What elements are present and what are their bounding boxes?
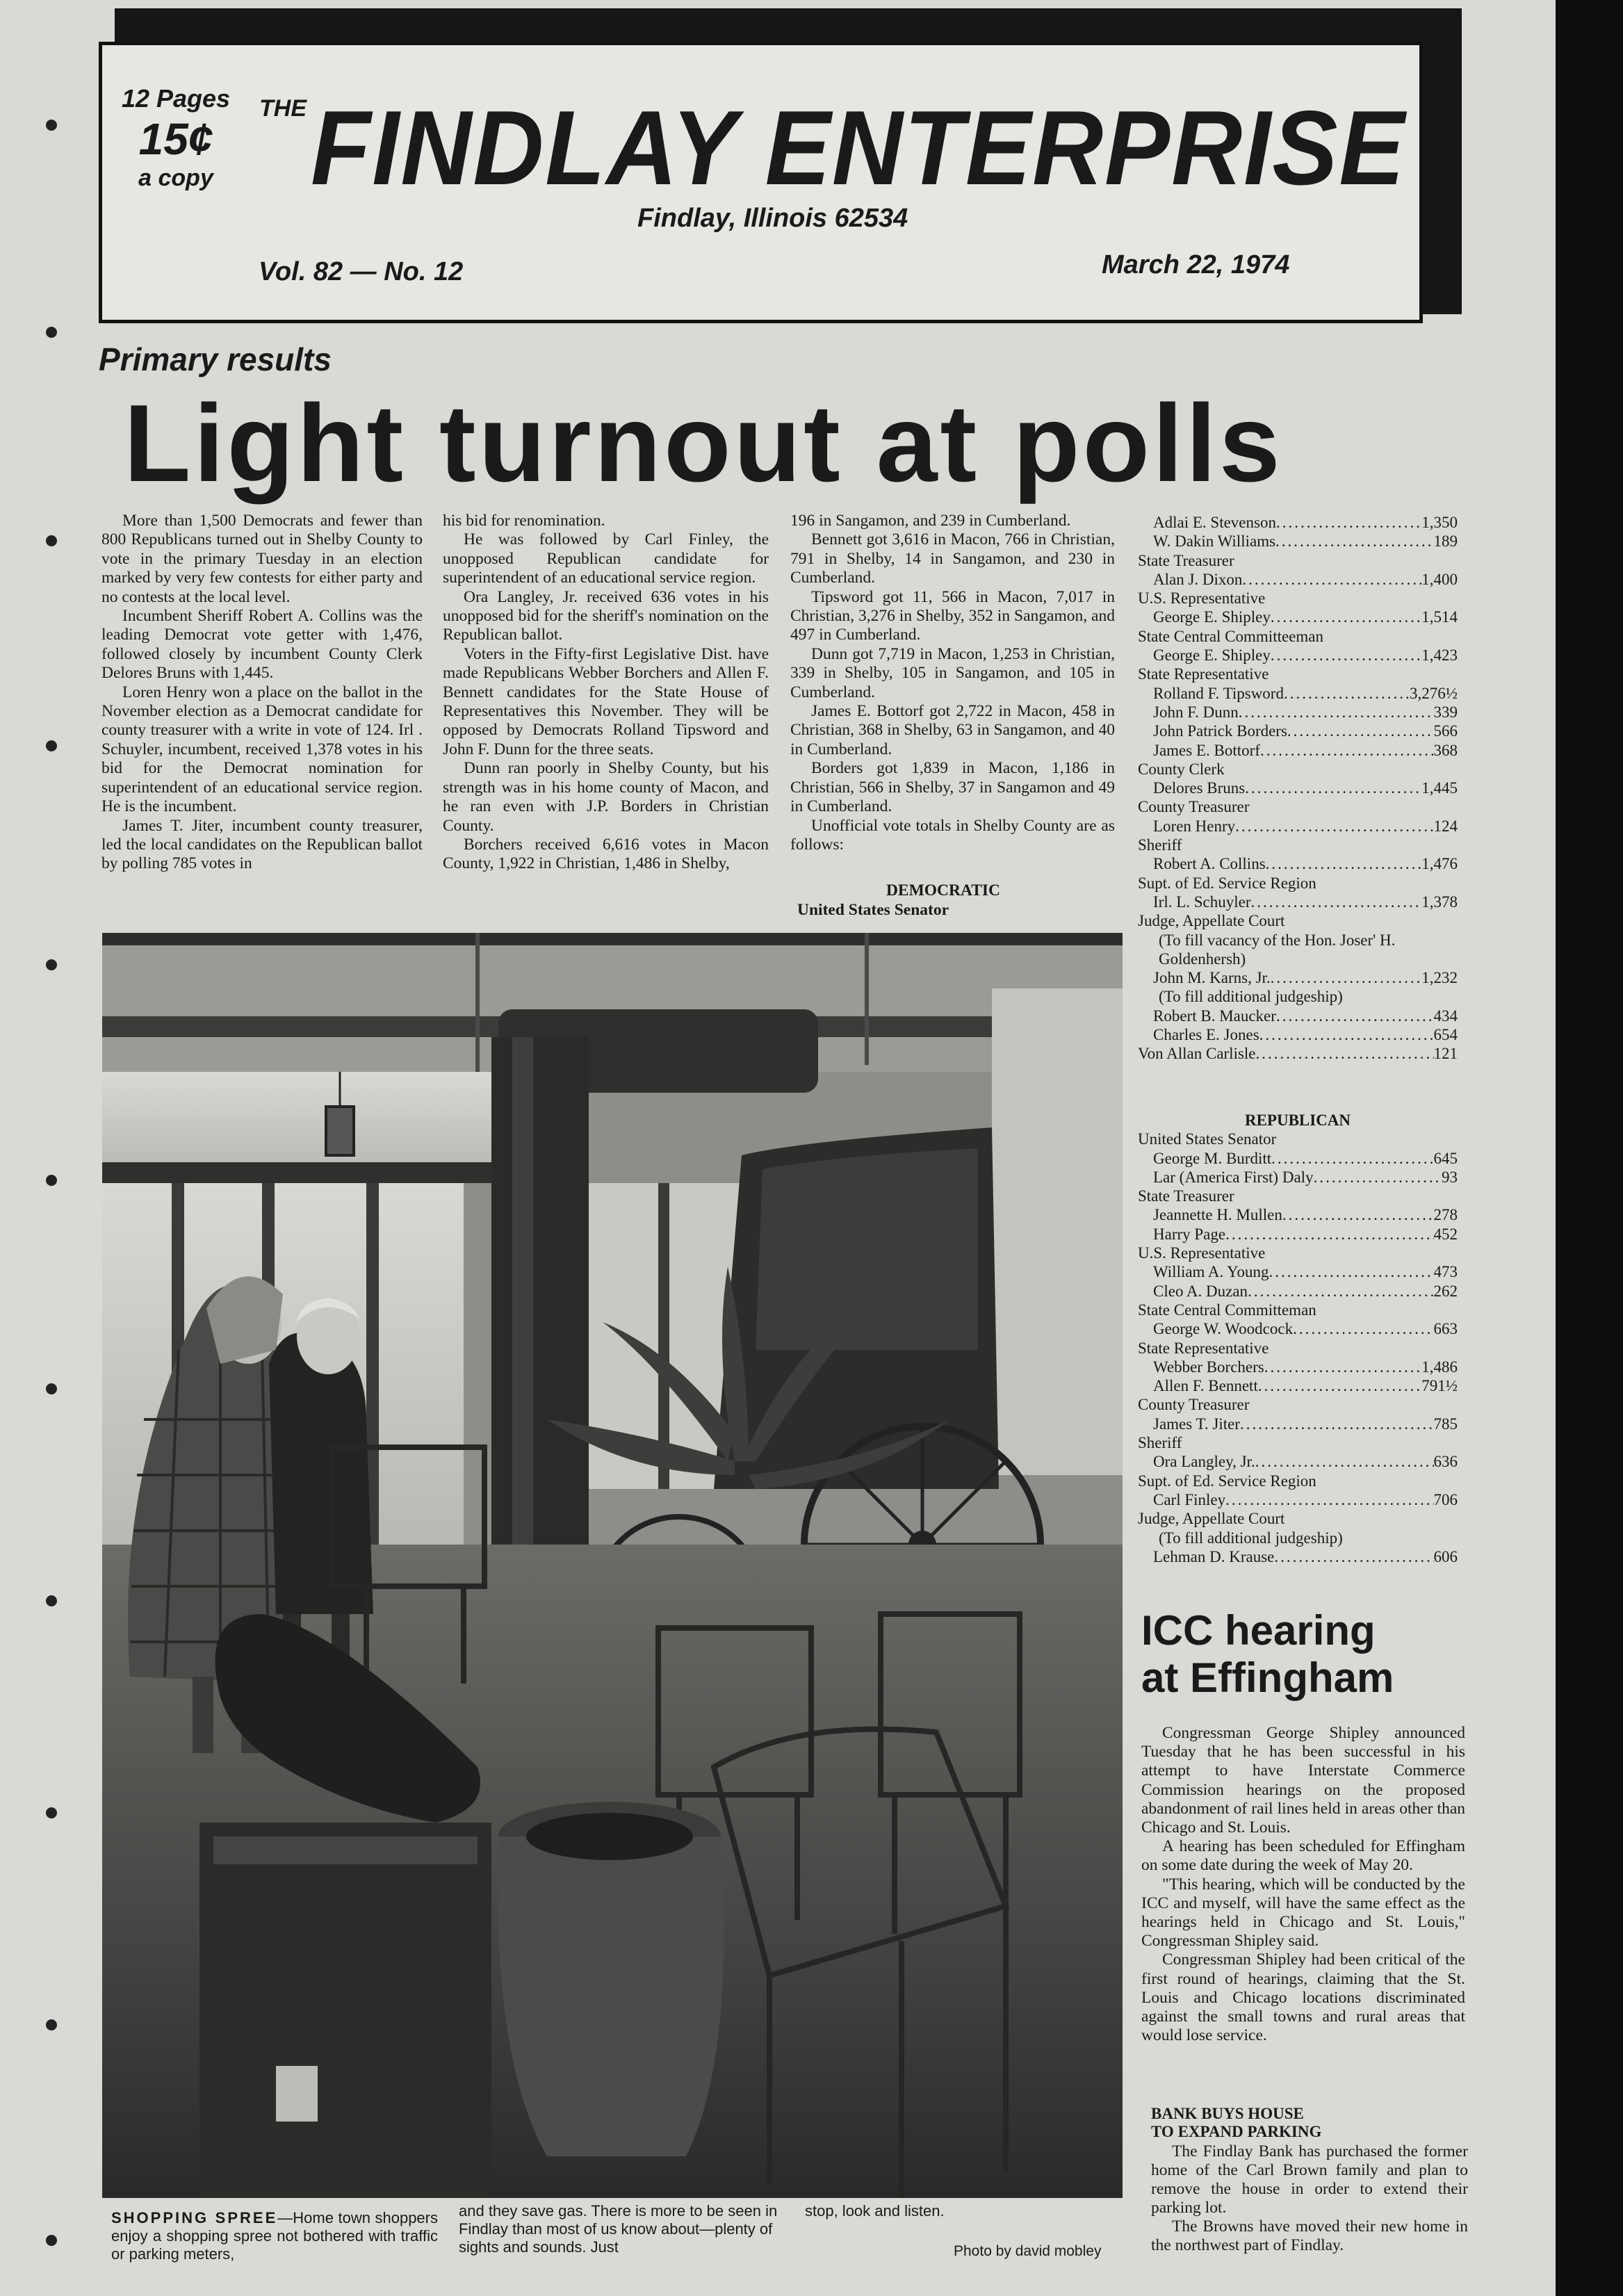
- masthead: [99, 42, 1423, 323]
- price-unit: a copy: [138, 165, 213, 191]
- vote-count: 93: [1442, 1168, 1458, 1186]
- candidate-name: Irl. L. Schuyler: [1153, 893, 1251, 911]
- results-row: [1138, 1376, 1458, 1395]
- candidate-name: Jeannette H. Mullen: [1153, 1206, 1282, 1224]
- story-column-3: [790, 512, 1115, 854]
- results-office: State Central Committeeman: [1138, 627, 1323, 645]
- story-kicker: Primary results: [99, 341, 332, 377]
- candidate-name: Alan J. Dixon: [1153, 570, 1243, 588]
- paragraph: 196 in Sangamon, and 239 in Cumberland.: [790, 512, 1071, 530]
- results-office: United States Senator: [797, 901, 949, 919]
- bank-headline: [1151, 2105, 1321, 2141]
- paragraph: He was followed by Carl Finley, the unopposed Republican candidate for superintendent of an educational service region.: [443, 530, 769, 587]
- results-row: [1138, 608, 1458, 626]
- paragraph: The Browns have moved their new home in the northwest part of Findlay.: [1151, 2217, 1468, 2254]
- candidate-name: Robert A. Collins: [1153, 855, 1266, 873]
- paragraph: The Findlay Bank has purchased the former home of the Carl Brown family and plan to remove the house in order to extend their parking lot.: [1151, 2142, 1468, 2217]
- results-row: [1138, 1262, 1458, 1281]
- binder-hole: [46, 959, 57, 970]
- vote-count: 3,276½: [1410, 684, 1458, 702]
- dot-leader: [1264, 1358, 1422, 1376]
- dot-leader: [1239, 703, 1434, 722]
- paragraph: Dunn got 7,719 in Macon, 1,253 in Christian, 339 in Shelby, 105 in Sangamon, and 105 in Cumberland.: [790, 644, 1115, 701]
- paragraph: More than 1,500 Democrats and fewer than 800 Republicans turned out in Shelby County to vote in the primary Tuesday in an election marked by very few contests for either party and no contests at the local level.: [101, 512, 423, 606]
- dot-leader: [1242, 570, 1421, 589]
- story-column-1: [101, 512, 423, 874]
- binder-hole: [46, 1175, 57, 1186]
- candidate-name: James T. Jiter: [1153, 1415, 1240, 1433]
- bank-headline-line2: TO EXPAND PARKING: [1151, 2123, 1322, 2140]
- vote-count: 566: [1433, 722, 1458, 740]
- paragraph: Ora Langley, Jr. received 636 votes in his unopposed bid for the sheriff's nomination on the Republican ballot.: [443, 587, 769, 644]
- photo-caption-col2: and they save gas. There is more to be seen in Findlay than most of us know about—plenty of sights and sounds. Just: [459, 2202, 778, 2256]
- candidate-name: John Patrick Borders: [1153, 722, 1287, 740]
- results-office: Sheriff: [1138, 836, 1182, 854]
- paragraph: Voters in the Fifty-first Legislative Dist. have made Republicans Webber Borchers and Allen F. Bennett candidates for the State House of Representatives this November. They will be opposed by Democrats Rolland Tipsword and John F. Dunn for the three seats.: [443, 644, 769, 758]
- candidate-name: George E. Shipley: [1153, 608, 1271, 626]
- democratic-heading: DEMOCRATIC: [886, 881, 1001, 899]
- results-row: [1138, 1025, 1458, 1044]
- dateline-place: Findlay, Illinois 62534: [637, 204, 908, 233]
- vote-count: 1,350: [1421, 514, 1458, 531]
- dot-leader: [1276, 513, 1421, 532]
- candidate-name: John M. Karns, Jr.: [1153, 969, 1271, 987]
- dot-leader: [1259, 1025, 1434, 1044]
- results-row: [1138, 722, 1458, 740]
- candidate-name: Von Allan Carlisle: [1138, 1045, 1256, 1063]
- vote-count: 1,486: [1421, 1358, 1458, 1376]
- results-row: [1138, 741, 1458, 760]
- vote-count: 1,514: [1421, 608, 1458, 626]
- results-row: [1138, 854, 1458, 873]
- vote-count: 1,232: [1421, 969, 1458, 987]
- vote-count: 1,378: [1421, 893, 1458, 911]
- results-office: State Representative: [1138, 1339, 1269, 1357]
- results-row: [1138, 893, 1458, 911]
- results-office: State Treasurer: [1138, 1187, 1234, 1205]
- vote-count: 706: [1433, 1490, 1458, 1508]
- dot-leader: [1248, 1282, 1433, 1301]
- paragraph: "This hearing, which will be conducted by the ICC and myself, will have the same effect as the hearings held in Chicago and St. Louis," Congressman Shipley said.: [1141, 1875, 1465, 1951]
- dot-leader: [1275, 532, 1433, 551]
- candidate-name: Delores Bruns: [1153, 779, 1246, 797]
- vote-count: 1,445: [1421, 779, 1458, 797]
- results-row: [1138, 1358, 1458, 1376]
- binder-hole: [46, 740, 57, 751]
- dot-leader: [1287, 722, 1434, 740]
- vote-count: 452: [1433, 1225, 1458, 1243]
- candidate-name: Adlai E. Stevenson: [1153, 514, 1276, 531]
- story-headline: Light turnout at polls: [124, 382, 1283, 505]
- results-office: United States Senator: [1138, 1130, 1277, 1148]
- dot-leader: [1274, 1547, 1433, 1566]
- paragraph: Borchers received 6,616 votes in Macon County, 1,922 in Christian, 1,486 in Shelby,: [443, 835, 769, 873]
- vote-count: 636: [1433, 1453, 1458, 1471]
- results-note: (To fill additional judgeship): [1159, 988, 1343, 1006]
- results-row: [1138, 1225, 1458, 1244]
- results-office: Supt. of Ed. Service Region: [1138, 874, 1316, 892]
- vote-count: 663: [1433, 1320, 1458, 1338]
- dot-leader: [1276, 1007, 1434, 1025]
- photo-credit: Photo by david mobley: [954, 2243, 1102, 2259]
- dot-leader: [1266, 854, 1422, 873]
- results-row: [1138, 779, 1458, 797]
- dot-leader: [1240, 1415, 1434, 1433]
- dot-leader: [1258, 1376, 1421, 1395]
- vote-count: 1,476: [1421, 855, 1458, 873]
- results-office: U.S. Representative: [1138, 1244, 1266, 1262]
- photo-caption-col3: stop, look and listen.: [805, 2202, 945, 2220]
- candidate-name: George W. Woodcock: [1153, 1320, 1294, 1338]
- candidate-name: Charles E. Jones: [1153, 1026, 1259, 1044]
- results-office: Supt. of Ed. Service Region: [1138, 1472, 1316, 1490]
- page-count: 12 Pages: [121, 84, 231, 113]
- paragraph: Borders got 1,839 in Macon, 1,186 in Christian, 566 in Shelby, 37 in Sangamon and 49 in Cumberland.: [790, 759, 1115, 816]
- results-row: [1138, 1168, 1458, 1187]
- dot-leader: [1271, 1149, 1433, 1168]
- vote-count: 606: [1433, 1547, 1458, 1565]
- candidate-name: George E. Shipley: [1153, 646, 1271, 665]
- dot-leader: [1255, 1452, 1434, 1471]
- dot-leader: [1256, 1044, 1434, 1063]
- dot-leader: [1225, 1225, 1433, 1244]
- results-row: [1138, 1452, 1458, 1471]
- vote-count: 791½: [1421, 1377, 1458, 1395]
- results-row: [1138, 1415, 1458, 1433]
- results-office: Sheriff: [1138, 1434, 1182, 1452]
- results-row: [1138, 1205, 1458, 1224]
- results-office: County Clerk: [1138, 760, 1225, 778]
- paragraph: James E. Bottorf got 2,722 in Macon, 458 in Christian, 368 in Shelby, 63 in Sangamon, and 40 in Cumberland.: [790, 702, 1115, 758]
- results-row: [1138, 684, 1458, 703]
- results-office: U.S. Representative: [1138, 589, 1266, 608]
- nameplate-article: THE: [259, 95, 307, 122]
- dot-leader: [1260, 741, 1434, 760]
- candidate-name: John F. Dunn: [1153, 703, 1239, 721]
- results-row: [1138, 1547, 1458, 1566]
- candidate-name: Webber Borchers: [1153, 1358, 1264, 1376]
- caption-lead: SHOPPING SPREE: [111, 2209, 278, 2226]
- icc-headline-line1: ICC hearing: [1141, 1607, 1376, 1654]
- dot-leader: [1271, 968, 1422, 987]
- paragraph: Incumbent Sheriff Robert A. Collins was the leading Democrat vote getter with 1,476, followed closely by incumbent County Clerk Delores Bruns with 1,445.: [101, 607, 423, 683]
- icc-headline-line2: at Effingham: [1141, 1654, 1394, 1701]
- results-note: (To fill vacancy of the Hon. Joser' H.: [1159, 931, 1396, 949]
- candidate-name: James E. Bottorf: [1153, 741, 1260, 759]
- results-row: [1138, 1044, 1458, 1063]
- results-row: [1138, 513, 1458, 532]
- results-office: Judge, Appellate Court: [1138, 912, 1285, 930]
- results-row: [1138, 968, 1458, 987]
- results-row: [1138, 1149, 1458, 1168]
- results-office: State Representative: [1138, 665, 1269, 683]
- results-note: Goldenhersh): [1159, 950, 1246, 968]
- volume-number: Vol. 82 — No. 12: [259, 257, 464, 286]
- nameplate: FINDLAY ENTERPRISE: [311, 89, 1406, 207]
- binder-hole: [46, 1383, 57, 1394]
- icc-headline: [1141, 1607, 1394, 1702]
- results-row: [1138, 532, 1458, 551]
- vote-count: 189: [1433, 532, 1458, 551]
- vote-count: 645: [1433, 1149, 1458, 1167]
- results-office: County Treasurer: [1138, 1396, 1250, 1414]
- binder-hole: [46, 2235, 57, 2246]
- dot-leader: [1282, 1205, 1434, 1224]
- results-office: County Treasurer: [1138, 798, 1250, 816]
- paragraph: James T. Jiter, incumbent county treasurer, led the local candidates on the Republican ballot by polling 785 votes in: [101, 816, 423, 873]
- dot-leader: [1269, 1262, 1434, 1281]
- bank-story: [1151, 2142, 1468, 2255]
- results-office: State Central Committeman: [1138, 1301, 1316, 1319]
- candidate-name: Lehman D. Krause: [1153, 1547, 1275, 1565]
- results-row: [1138, 570, 1458, 589]
- paragraph: Dunn ran poorly in Shelby County, but his strength was in his home county of Macon, and he ran even with J.P. Borders in Christian County.: [443, 759, 769, 835]
- results-row: [1138, 1490, 1458, 1509]
- candidate-name: Harry Page: [1153, 1225, 1226, 1243]
- dot-leader: [1314, 1168, 1442, 1187]
- vote-count: 654: [1433, 1026, 1458, 1044]
- vote-count: 434: [1433, 1007, 1458, 1025]
- vote-count: 1,423: [1421, 646, 1458, 665]
- results-row: [1138, 1319, 1458, 1338]
- vote-count: 473: [1433, 1263, 1458, 1281]
- paragraph: Bennett got 3,616 in Macon, 766 in Christian, 791 in Shelby, 14 in Sangamon, and 230 in Cumberland.: [790, 530, 1115, 587]
- candidate-name: William A. Young: [1153, 1263, 1269, 1281]
- candidate-name: Allen F. Bennett: [1153, 1377, 1258, 1395]
- results-row: [1138, 1007, 1458, 1025]
- candidate-name: Ora Langley, Jr.: [1153, 1453, 1255, 1471]
- candidate-name: Cleo A. Duzan: [1153, 1282, 1248, 1300]
- caption-text: —Home town shoppers enjoy a shopping spree not bothered with traffic or parking meters,: [111, 2209, 438, 2263]
- icc-story: [1141, 1724, 1465, 2045]
- results-note: (To fill additional judgeship): [1159, 1529, 1343, 1547]
- paragraph: his bid for renomination.: [443, 512, 605, 530]
- binder-hole: [46, 1595, 57, 1606]
- republican-results: [1138, 1104, 1458, 1566]
- democratic-results: [1138, 513, 1458, 1064]
- binder-hole: [46, 327, 57, 338]
- photo-caption-col1: [111, 2209, 438, 2263]
- vote-count: 1,400: [1421, 570, 1458, 588]
- news-photo: [102, 933, 1123, 2198]
- price-box: [113, 84, 238, 192]
- results-office: Judge, Appellate Court: [1138, 1510, 1285, 1528]
- vote-count: 262: [1433, 1282, 1458, 1300]
- dot-leader: [1284, 684, 1410, 703]
- paragraph: Congressman Shipley had been critical of the first round of hearings, claiming that the St. Louis and Chicago locations discriminated against the small towns and rural areas that would lose service.: [1141, 1951, 1465, 2045]
- results-row: [1138, 646, 1458, 665]
- paragraph: Unofficial vote totals in Shelby County are as follows:: [790, 816, 1115, 854]
- candidate-name: George M. Burditt: [1153, 1149, 1272, 1167]
- binder-hole: [46, 1807, 57, 1818]
- candidate-name: Lar (America First) Daly: [1153, 1168, 1314, 1186]
- candidate-name: Carl Finley: [1153, 1490, 1226, 1508]
- dot-leader: [1293, 1319, 1433, 1338]
- vote-count: 785: [1433, 1415, 1458, 1433]
- issue-date: March 22, 1974: [1102, 250, 1290, 279]
- dot-leader: [1225, 1490, 1433, 1509]
- paragraph: Tipsword got 11, 566 in Macon, 7,017 in Christian, 3,276 in Shelby, 352 in Sangamon, and 497 in Cumberland.: [790, 587, 1115, 644]
- republican-heading: REPUBLICAN: [1244, 1112, 1351, 1129]
- candidate-name: W. Dakin Williams: [1153, 532, 1276, 551]
- binder-hole: [46, 120, 57, 131]
- paragraph: A hearing has been scheduled for Effingham on some date during the week of May 20.: [1141, 1837, 1465, 1875]
- vote-count: 339: [1433, 703, 1458, 721]
- results-row: [1138, 1282, 1458, 1301]
- binder-hole: [46, 2019, 57, 2030]
- vote-count: 278: [1433, 1206, 1458, 1224]
- paragraph: Loren Henry won a place on the ballot in the November election as a Democrat candidate for county treasurer with a write in vote of 124. Irl . Schuyler, incumbent, received 1,378 votes in his bid for the Democrat nomination for superintendent of an educational service region. He is the incumbent.: [101, 683, 423, 816]
- dot-leader: [1251, 893, 1422, 911]
- dot-leader: [1245, 779, 1421, 797]
- results-row: [1138, 703, 1458, 722]
- results-row: [1138, 817, 1458, 836]
- price: 15¢: [138, 114, 213, 164]
- page-edge-shadow: [1556, 0, 1623, 2296]
- results-office: State Treasurer: [1138, 551, 1234, 569]
- dot-leader: [1271, 608, 1421, 626]
- vote-count: 368: [1433, 741, 1458, 759]
- candidate-name: Loren Henry: [1153, 817, 1236, 835]
- dot-leader: [1271, 646, 1421, 665]
- vote-count: 124: [1433, 817, 1458, 835]
- candidate-name: Rolland F. Tipsword: [1153, 684, 1284, 702]
- binder-hole: [46, 535, 57, 546]
- vote-count: 121: [1433, 1045, 1458, 1063]
- photo-shopping-interior: [102, 933, 1123, 2198]
- dot-leader: [1235, 817, 1433, 836]
- paragraph: Congressman George Shipley announced Tuesday that he has been successful in his attempt to have Interstate Commerce Commission hearings on the proposed abandonment of rail lines held in areas other than Chicago and St. Louis.: [1141, 1724, 1465, 1837]
- story-column-2: [443, 512, 769, 874]
- bank-headline-line1: BANK BUYS HOUSE: [1151, 2105, 1304, 2122]
- candidate-name: Robert B. Maucker: [1153, 1007, 1276, 1025]
